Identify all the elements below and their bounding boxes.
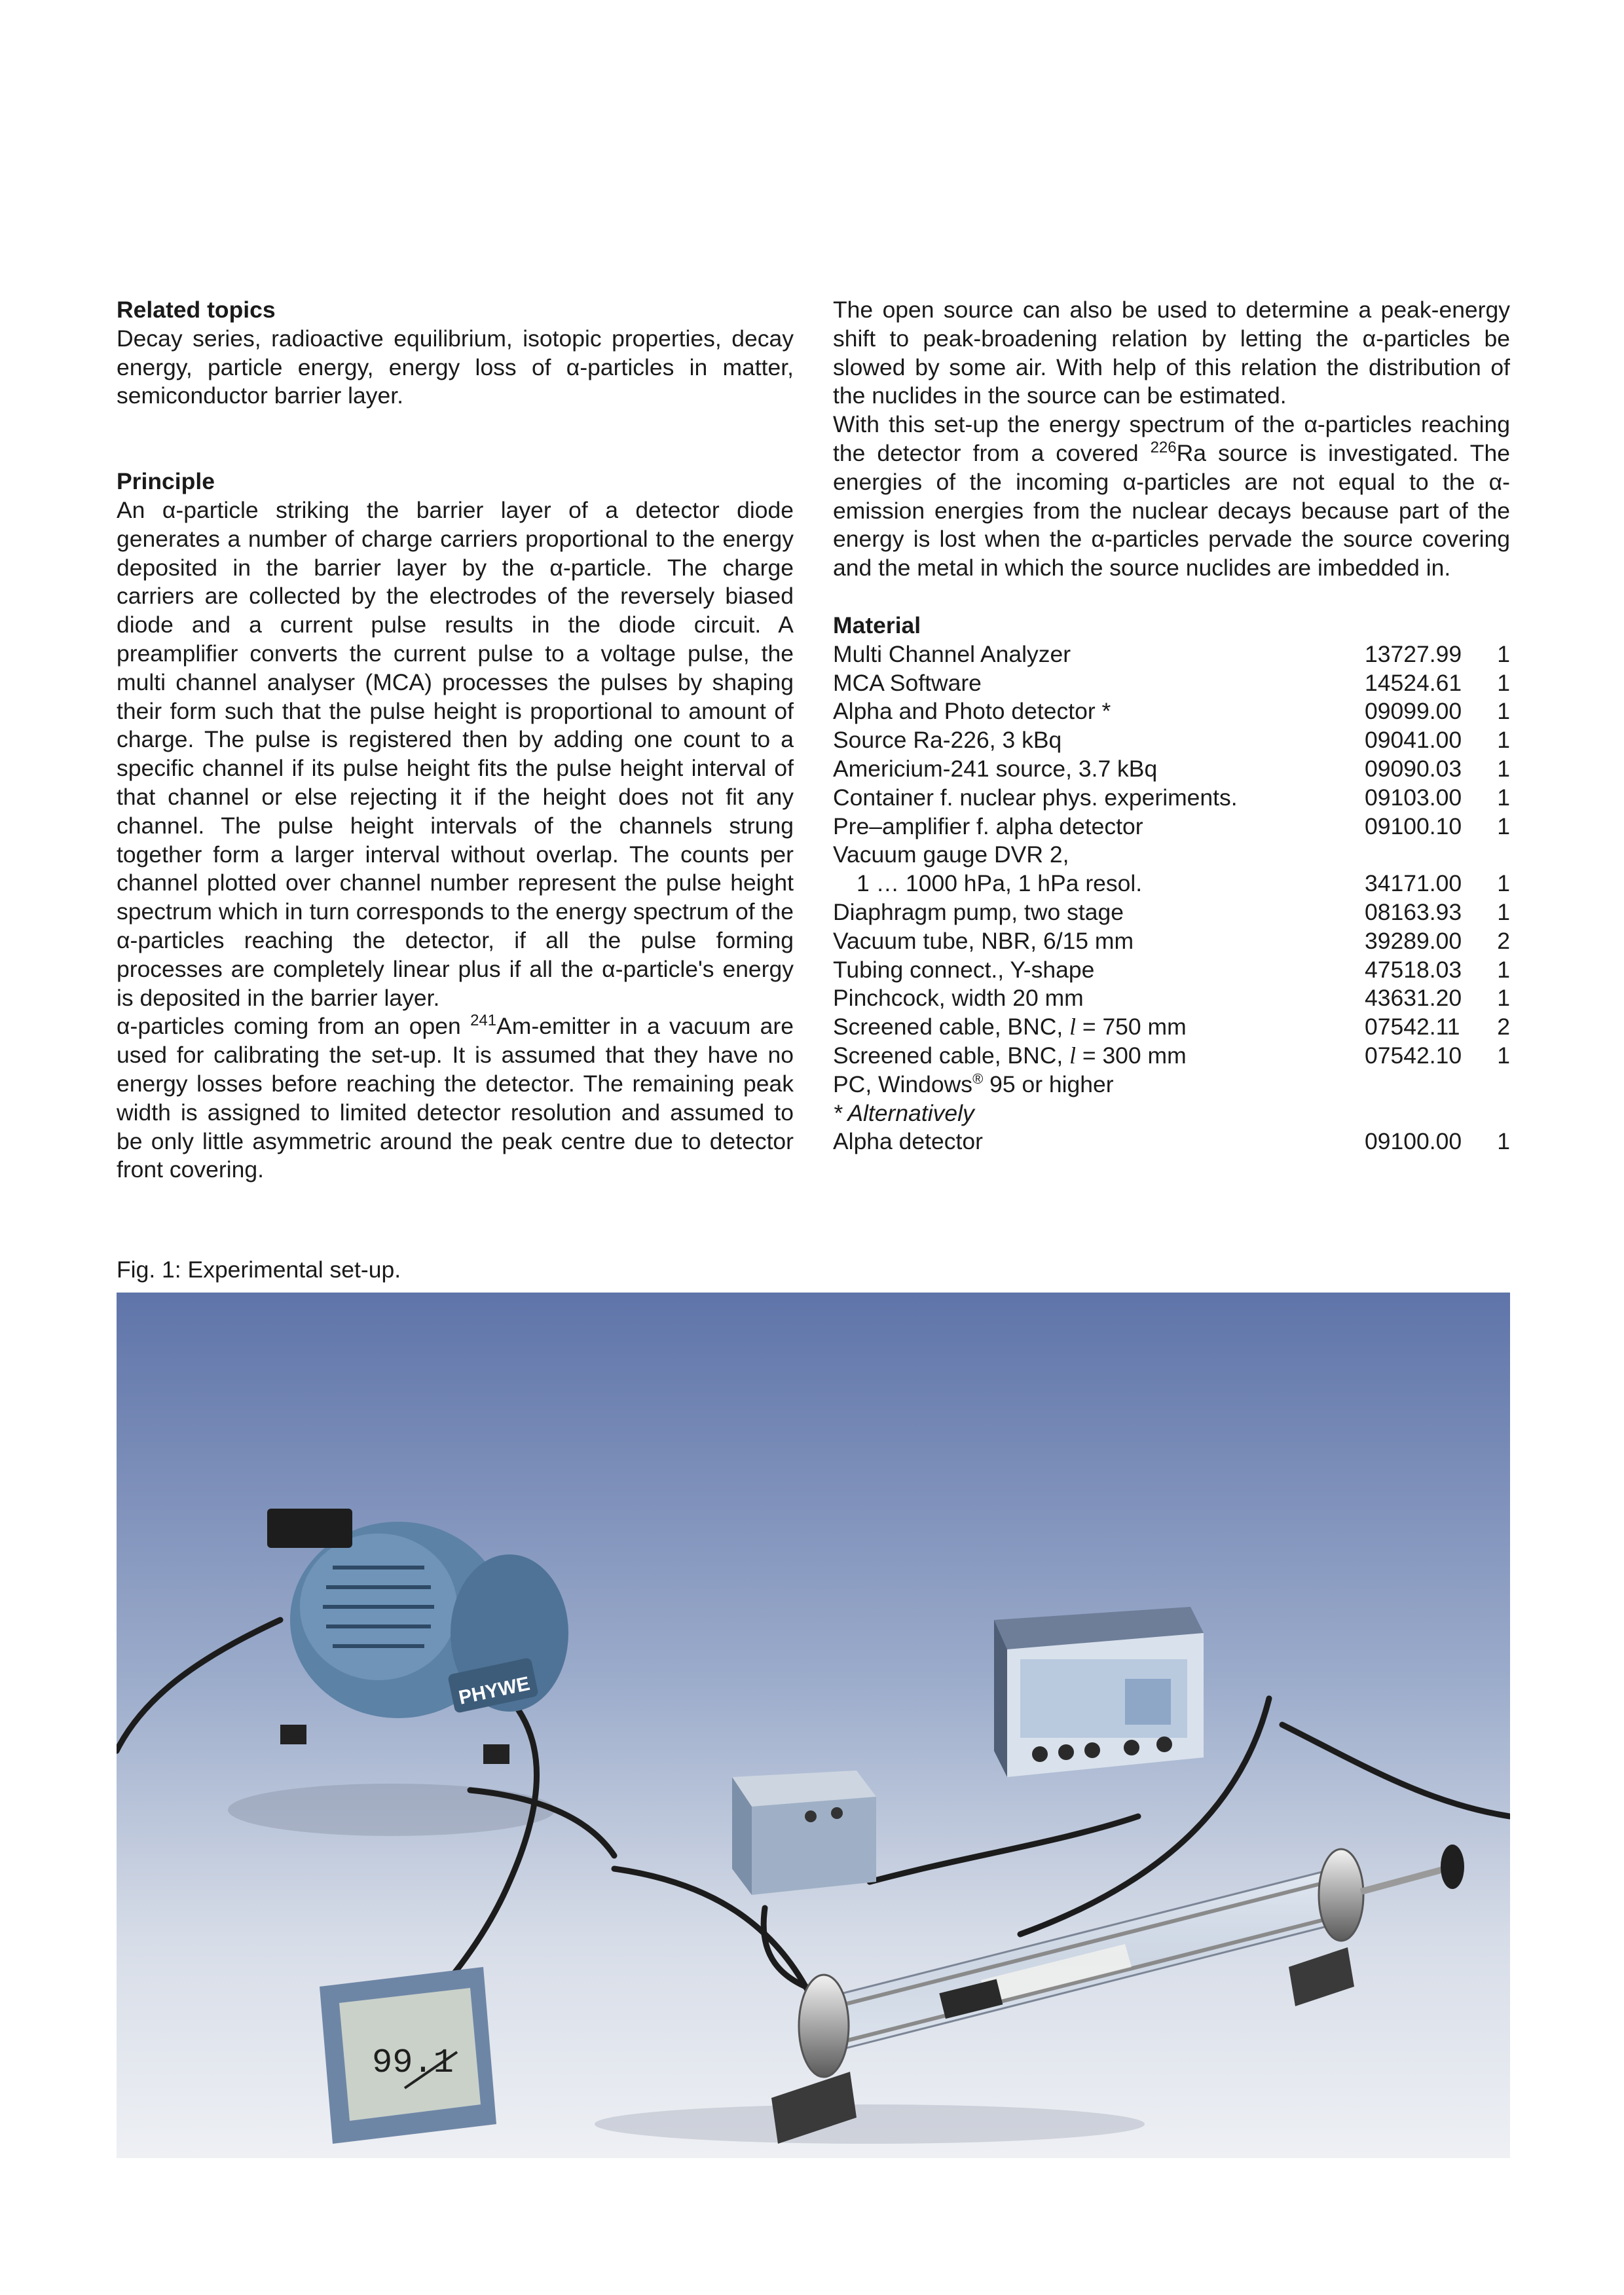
material-qty: 1 [1497,870,1510,897]
material-row [833,726,1510,755]
material-row: PC, Windows® 95 or higher [833,1070,1114,1097]
related-topics-heading: Related topics [117,297,276,323]
multi-channel-analyzer [994,1607,1204,1777]
material-qty: 1 [1497,784,1510,811]
material-name: 1 … 1000 hPa, 1 hPa resol. [857,870,1143,897]
material-qty: 1 [1497,755,1510,782]
material-row: Alpha detector 09100.00 1 [833,1128,1510,1155]
material-name: Diaphragm pump, two stage [833,898,1124,925]
material-name: Source Ra-226, 3 kBq [833,727,1062,754]
material-row [833,956,1510,985]
material-row: Screened cable, BNC, l = 300 mm 07542.10 1 [833,1042,1510,1069]
principle-heading: Principle [117,468,215,495]
left-column [117,296,794,1184]
material-row [833,640,1510,669]
material-table [833,640,1510,1156]
material-row: Screened cable, BNC, l = 750 mm 07542.11 2 [833,1014,1510,1040]
material-row [833,669,1510,698]
principle-paragraph-1: An α-particle striking the barrier layer of a detector diode generates a number of charge carriers proportional to the energy deposited in the barrier layer by the α-particle. The charge carriers are collected by the electrodes of the reversely biased diode and a current pulse results in the diode circuit. A preamplifier converts the current pulse to a voltage pulse, the multi channel analyser (MCA) processes the pulses by shaping their form such that the pulse height is proportional to amount of charge. The pulse is registered then by adding one count to a specific channel if its pulse height fits the pulse height interval of that channel or else rejecting it if the height does not fit any channel. The pulse height intervals of the channels strung together form a larger interval without overlap. The counts per channel plotted over channel number represent the pulse height spectrum which in turn corresponds to the energy spectrum of the α-particles reaching the detector, if all the pulse forming processes are completely linear plus if all the α-particle's energy is deposited in the barrier layer. [117,496,794,1011]
material-code: 09041.00 [1365,727,1462,754]
material-name: MCA Software [833,669,982,696]
material-name: Multi Channel Analyzer [833,640,1071,667]
material-code [1365,841,1469,870]
related-topics-text: Decay series, radioactive equilibrium, isotopic properties, decay energy, particle energy, energy loss of α-particles in matter, semiconductor barrier layer. [117,325,794,409]
material-code: 08163.93 [1365,898,1462,925]
material-row [833,984,1510,1013]
material-name: Alpha and Photo detector * [833,698,1111,725]
material-name: Vacuum gauge DVR 2, [833,841,1069,868]
open-source-paragraph: The open source can also be used to determine a peak-energy shift to peak-broadening relation by letting the α-particles be slowed by some air. With help of this relation the distribution of the nuclides in the source can be estimated. [833,297,1510,409]
material-code: 34171.00 [1365,870,1462,897]
pre-amplifier-box [732,1771,876,1895]
material-qty: 1 [1497,813,1510,839]
material-code: 09100.10 [1365,813,1462,839]
right-column [833,296,1510,1156]
material-row [833,841,1510,870]
material-name: Vacuum tube, NBR, 6/15 mm [833,927,1134,954]
figure-caption: Fig. 1: Experimental set-up. [117,1257,401,1283]
material-qty: 1 [1497,956,1510,983]
material-qty: 1 [1497,727,1510,754]
gauge-reading: 99.1 [372,2044,454,2082]
vacuum-gauge [320,1967,496,2144]
material-row [833,784,1510,813]
material-code: 47518.03 [1365,956,1462,983]
material-heading: Material [833,612,921,638]
material-name: Tubing connect., Y-shape [833,956,1095,983]
material-row [833,898,1510,927]
alternatively-label-row: * Alternatively [833,1099,974,1126]
material-name: Container f. nuclear phys. experiments. [833,784,1238,811]
material-row [833,870,1510,898]
experimental-setup-photo [117,1293,1510,2158]
material-code: 09090.03 [1365,755,1462,782]
material-code: 13727.99 [1365,640,1462,667]
material-row [833,755,1510,784]
material-row [833,813,1510,841]
material-code: 09099.00 [1365,698,1462,725]
material-name: Americium-241 source, 3.7 kBq [833,755,1158,782]
material-qty: 1 [1497,640,1510,667]
material-qty: 2 [1497,927,1510,954]
material-name: Pre–amplifier f. alpha detector [833,813,1143,839]
material-name: Pinchcock, width 20 mm [833,985,1084,1012]
pump-brand-label: PHYWE [456,1672,532,1709]
material-code: 14524.61 [1365,669,1462,696]
material-qty: 1 [1497,898,1510,925]
material-code: 09103.00 [1365,784,1462,811]
material-code: 39289.00 [1365,927,1462,954]
material-qty [1469,841,1510,870]
ra-spectrum-paragraph: With this set-up the energy spectrum of the α-particles reaching the detector from a covered $^{226}$Ra source is investigated. The energies of the incoming α-particles are not equal to the α-emission energies from the nuclear decays because part of the energy is lost when the α-particles pervade the source covering and the metal in which the source nuclides are imbedded in. [833,411,1510,581]
material-row [833,697,1510,726]
material-row [833,927,1510,956]
material-code: 43631.20 [1365,985,1462,1012]
material-qty: 1 [1497,985,1510,1012]
material-qty: 1 [1497,698,1510,725]
material-qty: 1 [1497,669,1510,696]
principle-paragraph-2: α-particles coming from an open $^{241}$Am-emitter in a vacuum are used for calibrating the set-up. It is assumed that they have no energy losses before reaching the detector. The remaining peak width is assigned to limited detector resolution and assumed to be only little asymmetric around the peak centre due to detector front covering. [117,1012,794,1183]
